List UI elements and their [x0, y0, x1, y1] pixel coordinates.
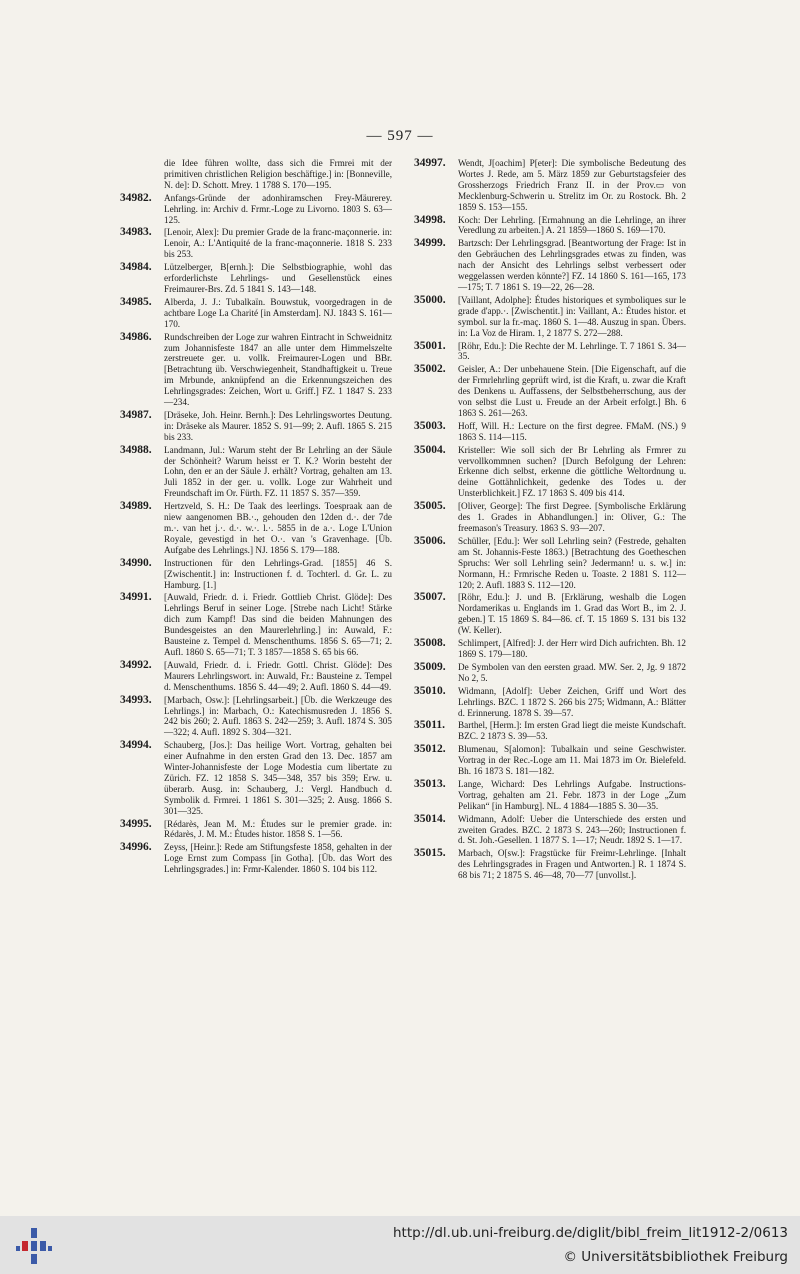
entry-text: Bartzsch: Der Lehrlingsgrad. [Beantwortung der Frage: Ist in den Gebräuchen des Lehrlingsgrades etwas zu finden, was nach der Ansicht des Lehrlings selbst verbessert oder weggelassen werden könnte?] FZ. 14 1860 S. 161—165, 173—175; T. 7 1861 S. 19—22, 26—28.	[458, 238, 686, 292]
bibliography-entry	[414, 779, 686, 812]
bibliography-entry	[414, 215, 686, 237]
entry-text: Alberda, J. J.: Tubalkaïn. Bouwstuk, voorgedragen in de achtbare Loge La Charité [in Amsterdam]. NJ. 1843 S. 161—170.	[164, 296, 392, 329]
entry-number: 34988.	[120, 443, 152, 456]
entry-number: 34991.	[120, 591, 152, 604]
bibliography-entry	[414, 592, 686, 636]
entry-text: Barthel, [Herm.]: Im ersten Grad liegt die meiste Kundschaft. BZC. 2 1873 S. 39—53.	[458, 720, 686, 742]
entry-text: Widmann, Adolf: Ueber die Unterschiede des ersten und zweiten Grades. BZC. 2 1873 S. 243—260; Instructionen f. d. St. Joh.-Gesellen. 1 1877 S. 1—17; Neudr. 1892 S. 1—17.	[458, 813, 686, 846]
ub-freiburg-logo-icon	[14, 1224, 54, 1268]
entry-number: 35006.	[414, 534, 446, 547]
entry-text: Geisler, A.: Der unbehauene Stein. [Die Eigenschaft, auf die der Frmrlehrling geprüft wird, ist die Kraft, u. zwar die Kraft des Denkens u. Auffassens, der Selbstbeherrschung, aus der von selbst die Lust u. Freude an der Arbeit erfolgt.] Bh. 6 1863 S. 261—263.	[458, 364, 686, 418]
entry-number: 34987.	[120, 408, 152, 421]
entry-text: Lange, Wichard: Des Lehrlings Aufgabe. Instructions-Vortrag, gehalten am 21. Febr. 1873 in der Loge „Zum Pelikan“ [in Hamburg]. NL. 4 1884—1885 S. 30—35.	[458, 778, 686, 811]
entry-text: Anfangs-Gründe der adonhiramschen Frey-Mäurerey. Lehrling. in: Archiv d. Frmr.-Loge zu Livorno. 1803 S. 63—125.	[164, 192, 392, 225]
entry-text: Instructionen für den Lehrlings-Grad. [1855] 46 S. [Zwischentit.] in: Instructionen f. d. Tochterl. d. Gr. L. zu Hamburg. [1.]	[164, 557, 392, 590]
bibliography-entry	[120, 558, 392, 591]
bibliography-entry	[414, 295, 686, 339]
entry-number: 34994.	[120, 739, 152, 752]
entry-number: 34983.	[120, 226, 152, 239]
bibliography-entry	[414, 638, 686, 660]
bibliography-entry	[414, 445, 686, 500]
bibliography-entry	[120, 695, 392, 739]
entry-text: [Dräseke, Joh. Heinr. Bernh.]: Des Lehrlingswortes Deutung. in: Dräseke als Maurer. 1852 S. 91—99; 2. Aufl. 1865 S. 215 bis 233.	[164, 409, 392, 442]
entry-number: 35008.	[414, 637, 446, 650]
footer-bar	[0, 1216, 800, 1274]
entry-text: [Rédarès, Jean M. M.: Études sur le premier grade. in: Rédarès, J. M. M.: Études histor. 1858 S. 1—56.	[164, 818, 392, 840]
entry-number: 35002.	[414, 363, 446, 376]
entry-number: 35013.	[414, 777, 446, 790]
entry-number: 34995.	[120, 817, 152, 830]
entry-number: 35000.	[414, 293, 446, 306]
entry-text: [Auwald, Friedr. d. i. Friedr. Gottlieb Christ. Glöde]: Des Lehrlings Beruf in seiner Loge. [Strebe nach Licht! Stärke dich zum Kampf! Das sind die beiden Mahnungen des Bundesgeistes an den Maurerlehrling.] in: Auwald, F.: Bausteine z. Tempel d. Menschenthums. 1856 S. 65—71; 2. Aufl. 1860 S. 65—71; T. 3 1857—1858 S. 65 bis 66.	[164, 592, 392, 657]
entry-number: 35015.	[414, 847, 446, 860]
entry-text: [Auwald, Friedr. d. i. Friedr. Gottl. Christ. Glöde]: Des Maurers Lehrlingswort. in: Auwald, Fr.: Bausteine z. Tempel d. Menschenthums. 1856 S. 44—49; 2. Aufl. 1860 S. 44—49.	[164, 659, 392, 692]
bibliography-entry	[414, 536, 686, 591]
entry-number: 35007.	[414, 591, 446, 604]
right-column	[414, 158, 686, 883]
bibliography-entry	[414, 364, 686, 419]
entry-text: Blumenau, S[alomon]: Tubalkain und seine Geschwister. Vortrag in der Rec.-Loge am 11. Mai 1873 im Or. Bielefeld. Bh. 16 1873 S. 181—182.	[458, 744, 686, 777]
bibliography-entry	[414, 501, 686, 534]
bibliography-entry	[120, 297, 392, 330]
left-entries	[120, 193, 392, 875]
entry-number: 34989.	[120, 500, 152, 513]
bibliography-entry	[414, 720, 686, 742]
entry-text: Lützelberger, B[ernh.]: Die Selbstbiographie, wohl das erforderlichste Lehrlings- und Gesellenstück eines Freimaurer-Brs. Zd. 5 1841 S. 143—148.	[164, 262, 392, 294]
entry-number: 34984.	[120, 261, 152, 274]
bibliography-entry	[120, 410, 392, 443]
bibliography-entry	[414, 341, 686, 363]
bibliography-entry	[414, 662, 686, 684]
entry-number: 34996.	[120, 841, 152, 854]
bibliography-entry	[120, 227, 392, 260]
bibliography-entry	[414, 158, 686, 213]
entry-number: 35010.	[414, 684, 446, 697]
bibliography-entry	[120, 660, 392, 693]
entry-text: [Vaillant, Adolphe]: Études historiques et symboliques sur le grade d'app.·. [Zwischentit.] in: Vaillant, A.: Études histor. et symbol. sur la fr.-maç. 1860 S. 1—48. Auszug in span. Übers. in: La Voz de Hiram. 1, 2 1877 S. 272—288.	[458, 294, 686, 338]
entry-number: 34997.	[414, 157, 446, 169]
entry-text: Hertzveld, S. H.: De Taak des leerlings. Toespraak aan de niew aangenomen BB.·., gehouden den 12den d.·. der 7de m.·. van het j.·. d.·. w.·. l.·. 5855 in de a.·. Loge L'Union Royale, gevestigd in het O.·. van 's Gravenhage. [Üb. Aufgabe des Lehrlings.] NJ. 1856 S. 179—188.	[164, 501, 392, 555]
entry-text: Zeyss, [Heinr.]: Rede am Stiftungsfeste 1858, gehalten in der Loge Ernst zum Compass [in Gotha]. [Üb. das Wort des Lehrlingsgrades.] in: Frmr-Kalender. 1860 S. 104 bis 112.	[164, 842, 392, 875]
left-column	[120, 158, 392, 877]
bibliography-entry	[414, 421, 686, 443]
bibliography-entry	[414, 848, 686, 881]
entry-number: 34986.	[120, 330, 152, 343]
bibliography-entry	[120, 193, 392, 226]
entry-text: [Lenoir, Alex]: Du premier Grade de la franc-maçonnerie. in: Lenoir, A.: L'Antiquité de la franc-maçonnerie. 1818 S. 233 bis 253.	[164, 227, 392, 260]
entry-number: 35012.	[414, 743, 446, 756]
entry-text: Schlimpert, [Alfred]: J. der Herr wird Dich aufrichten. Bh. 12 1869 S. 179—180.	[458, 638, 686, 659]
entry-number: 35005.	[414, 500, 446, 513]
entry-number: 34993.	[120, 693, 152, 706]
entry-number: 34982.	[120, 191, 152, 204]
bibliography-entry	[120, 445, 392, 500]
entry-text: Koch: Der Lehrling. [Ermahnung an die Lehrlinge, an ihrer Veredlung zu arbeiten.] A. 21 1859—1860 S. 169—170.	[458, 214, 686, 236]
entry-number: 35004.	[414, 443, 446, 456]
bibliography-entry	[120, 262, 392, 295]
entry-text: De Symbolen van den eersten graad. MW. Ser. 2, Jg. 9 1872 No 2, 5.	[458, 661, 686, 683]
entry-number: 35014.	[414, 812, 446, 825]
entry-text: [Oliver, George]: The first Degree. [Symbolische Erklärung des 1. Grades in Abhandlungen.] in: Oliver, G.: The freemason's Treasury. 1863 S. 93—207.	[458, 501, 686, 533]
entry-text: Wendt, J[oachim] P[eter]: Die symbolische Bedeutung des Wortes J. Rede, am 5. März 1859 zur Geburtstagsfeier des Grossherzogs Friedrich Franz II. in der Prov.▭ von Mecklenburg-Schwerin u. Strelitz im Or. zu Rostock. Bh. 2 1859 S. 153—155.	[458, 158, 686, 212]
entry-number: 35011.	[414, 719, 445, 732]
right-entries	[414, 158, 686, 881]
entry-text: Rundschreiben der Loge zur wahren Eintracht in Schweidnitz zum Johannisfeste 1847 an alle unter dem Himmelszelte zerstreuete ger. u. vollk. Freimaurer-Logen und BBr. [Betrachtung üb. Verschwiegenheit, Standhaftigkeit u. Treue im Mrbunde, anknüpfend an die Erkennungszeichen des Lehrlingsgrades: Zeichen, Wort u. Griff.] FZ. 1 1847 S. 233—234.	[164, 331, 392, 408]
entry-number: 35003.	[414, 419, 446, 432]
continuation-text: die Idee führen wollte, dass sich die Frmrei mit der primitiven christlichen Religion beschäftige.] in: [Bonneville, N. de]: D. Schott. Mrey. 1 1788 S. 170—195.	[164, 158, 392, 190]
entry-text: [Marbach, Osw.]: [Lehrlingsarbeit.] [Üb. die Werkzeuge des Lehrlings.] in: Marbach, O.: Katechismusreden J. 1856 S. 242 bis 260; 2. Aufl. 1863 S. 242—259; 3. Aufl. 1874 S. 305—322; 4. Aufl. 1892 S. 304—321.	[164, 694, 392, 738]
bibliography-entry	[414, 744, 686, 777]
entry-text: Hoff, Will. H.: Lecture on the first degree. FMaM. (NS.) 9 1863 S. 114—115.	[458, 420, 686, 442]
entry-number: 34990.	[120, 556, 152, 569]
entry-number: 35009.	[414, 660, 446, 673]
bibliography-entry	[414, 814, 686, 847]
bibliography-entry	[120, 501, 392, 556]
bibliography-entry	[120, 842, 392, 875]
permalink-url[interactable]: http://dl.ub.uni-freiburg.de/diglit/bibl_freim_lit1912-2/0613	[392, 1225, 788, 1241]
bibliography-entry	[414, 238, 686, 293]
entry-text: [Röhr, Edu.]: Die Rechte der M. Lehrlinge. T. 7 1861 S. 34—35.	[458, 340, 686, 362]
bibliography-entry	[120, 819, 392, 841]
entry-text: Marbach, O[sw.]: Fragstücke für Freimr-Lehrlinge. [Inhalt des Lehrlingsgrades in Fragen und Antworten.] R. 1 1874 S. 68 bis 71; 2 1875 S. 46—48, 70—77 [unvollst.].	[458, 848, 686, 881]
bibliography-entry	[120, 740, 392, 816]
entry-number: 34999.	[414, 237, 446, 250]
entry-number: 34998.	[414, 213, 446, 226]
entry-text: Landmann, Jul.: Warum steht der Br Lehrling an der Säule der Schönheit? Warum heisst er T. K.? Worin besteht der Lohn, den er an der Säule J. erhält? Vortrag, gehalten am 13. Juli 1852 in der ger. u. vollk. Loge zur Wahrheit und Freundschaft im Or. Fürth. FZ. 11 1857 S. 357—359.	[164, 444, 392, 499]
bibliography-entry	[120, 332, 392, 408]
copyright-text: © Universitätsbibliothek Freiburg	[563, 1249, 788, 1265]
bibliography-entry	[120, 592, 392, 657]
entry-text: Schauberg, [Jos.]: Das heilige Wort. Vortrag, gehalten bei einer Aufnahme in den ersten Grad den 13. Dec. 1857 am Winter-Johannisfeste der Loge Modestia cum libertate zu Zürich. FZ. 12 1858 S. 345—348, 357 bis 359; Erw. u. überarb. Ausg. in: Schauberg, J.: Vergl. Handbuch d. Symbolik d. Frmrei. 1 1861 S. 301—325; 2. Ausg. 1866 S. 301—325.	[164, 740, 392, 816]
entry-text: Schüller, [Edu.]: Wer soll Lehrling sein? (Festrede, gehalten am St. Johannis-Feste 1863.) [Betrachtung des Goetheschen Spruchs: Wer soll Lehrling sein? Jedermann! u. s. w.] in: Normann, H.: Frmrische Reden u. Toaste. 2 1881 S. 112—120; 2. Aufl. 1883 S. 112—120.	[458, 535, 686, 590]
bibliography-entry	[414, 686, 686, 719]
entry-text: Widmann, [Adolf]: Ueber Zeichen, Griff und Wort des Lehrlings. BZC. 1 1872 S. 266 bis 275; Widmann, A.: Blätter d. Erinnerung. 1878 S. 39—57.	[458, 685, 686, 718]
entry-text: [Röhr, Edu.]: J. und B. [Erklärung, weshalb die Logen Nordamerikas u. Englands im 1. Grad das Wort B., im 2. J. geben.] T. 15 1869 S. 84—86. cf. T. 15 1869 S. 131 bis 132 (W. Keller).	[458, 592, 686, 636]
entry-number: 35001.	[414, 339, 446, 352]
entry-number: 34985.	[120, 295, 152, 308]
page-number: — 597 —	[366, 128, 434, 144]
entry-text: Kristeller: Wie soll sich der Br Lehrling als Frmrer zu vervollkommnen suchen? [Durch Befolgung der Lehren: Erkenne dich selbst, erkenne die göttliche Weltordnung u. deine Gottähnlichkeit, gedenke des Todes u. der Unsterblichkeit.] FZ. 17 1863 S. 409 bis 414.	[458, 444, 686, 499]
entry-number: 34992.	[120, 658, 152, 671]
